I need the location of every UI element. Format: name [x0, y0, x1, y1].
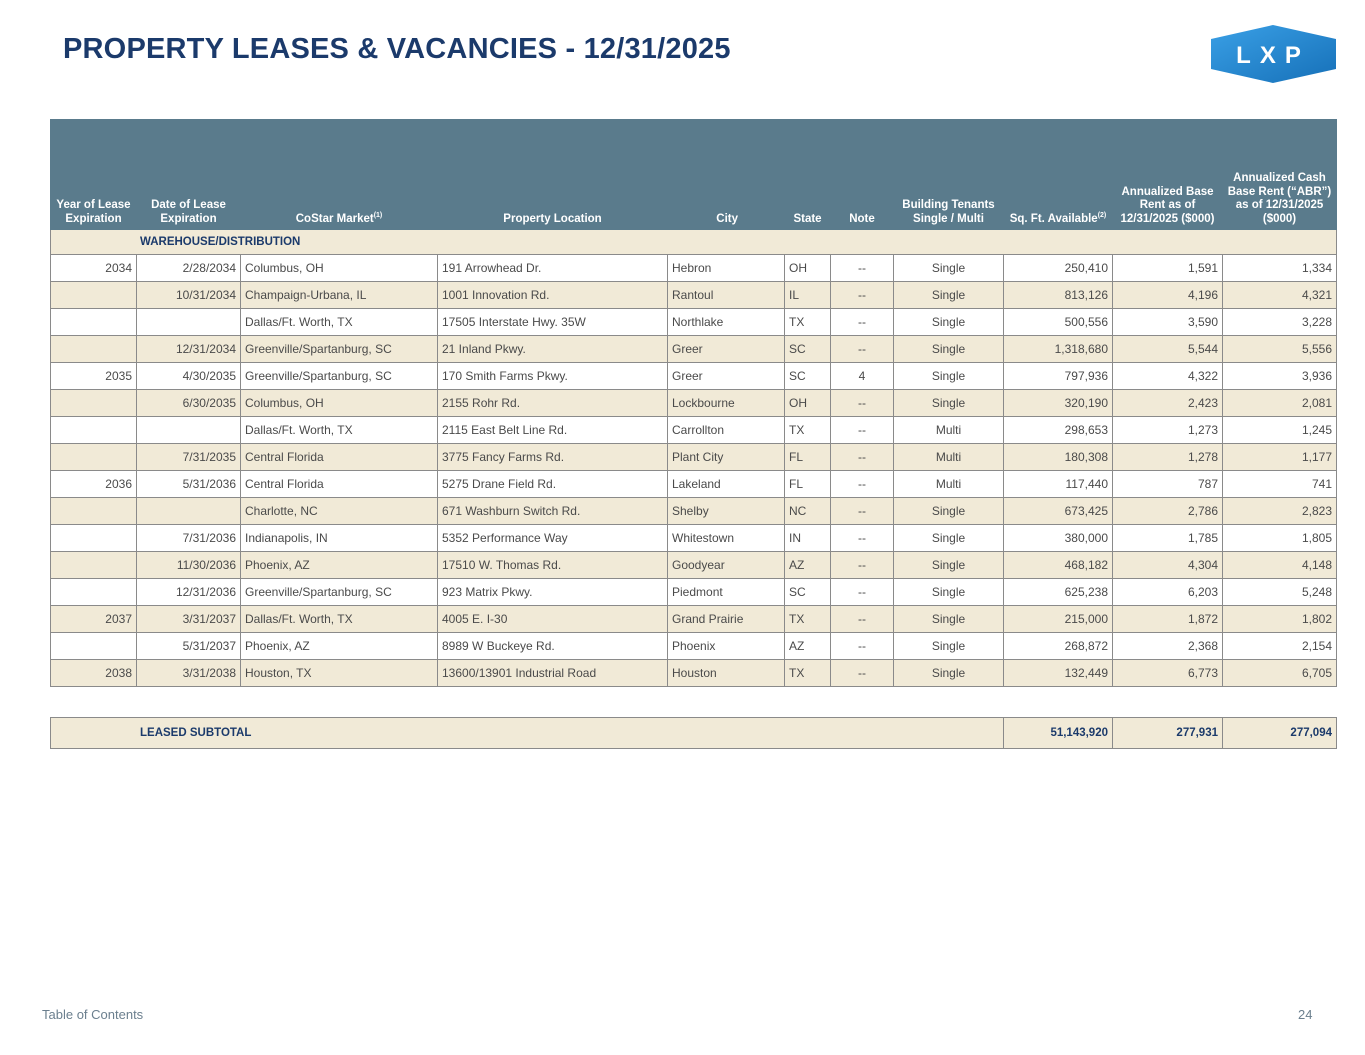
cell-date: 5/31/2037: [137, 633, 241, 660]
header-note: Note: [831, 120, 894, 230]
cell-sqft: 500,556: [1004, 309, 1113, 336]
cell-date: 12/31/2034: [137, 336, 241, 363]
cell-sqft: 380,000: [1004, 525, 1113, 552]
cell-year: 2036: [51, 471, 137, 498]
cell-market: Greenville/Spartanburg, SC: [241, 579, 438, 606]
cell-note: --: [831, 525, 894, 552]
cell-market: Columbus, OH: [241, 390, 438, 417]
cell-note: --: [831, 552, 894, 579]
subtotal-row: [51, 718, 1337, 749]
cell-abr: 6,773: [1113, 660, 1223, 687]
cell-city: Northlake: [668, 309, 785, 336]
cell-note: --: [831, 498, 894, 525]
cell-abr: 4,322: [1113, 363, 1223, 390]
cell-note: --: [831, 471, 894, 498]
cell-year: [51, 525, 137, 552]
cell-date: 5/31/2036: [137, 471, 241, 498]
table-row: [51, 282, 1337, 309]
cell-year: 2034: [51, 255, 137, 282]
cell-location: 2115 East Belt Line Rd.: [438, 417, 668, 444]
cell-location: 1001 Innovation Rd.: [438, 282, 668, 309]
cell-sqft: 250,410: [1004, 255, 1113, 282]
cell-abr: 4,304: [1113, 552, 1223, 579]
table-row: [51, 525, 1337, 552]
cell-abr: 1,591: [1113, 255, 1223, 282]
cell-date: 3/31/2038: [137, 660, 241, 687]
cell-city: Carrollton: [668, 417, 785, 444]
cell-date: [137, 309, 241, 336]
cell-date: 7/31/2036: [137, 525, 241, 552]
cell-year: [51, 444, 137, 471]
table-row: [51, 444, 1337, 471]
cell-cash-abr: 5,248: [1223, 579, 1337, 606]
cell-city: Grand Prairie: [668, 606, 785, 633]
cell-cash-abr: 1,334: [1223, 255, 1337, 282]
subtotal-cash-abr: 277,094: [1223, 718, 1337, 749]
cell-year: 2035: [51, 363, 137, 390]
cell-date: 6/30/2035: [137, 390, 241, 417]
cell-tenants: Single: [894, 552, 1004, 579]
cell-location: 923 Matrix Pkwy.: [438, 579, 668, 606]
cell-tenants: Single: [894, 363, 1004, 390]
cell-note: --: [831, 417, 894, 444]
page-title: PROPERTY LEASES & VACANCIES - 12/31/2025: [63, 33, 731, 65]
cell-city: Greer: [668, 363, 785, 390]
cell-city: Greer: [668, 336, 785, 363]
cell-sqft: 625,238: [1004, 579, 1113, 606]
cell-location: 17505 Interstate Hwy. 35W: [438, 309, 668, 336]
cell-date: 2/28/2034: [137, 255, 241, 282]
cell-city: Lakeland: [668, 471, 785, 498]
cell-cash-abr: 3,228: [1223, 309, 1337, 336]
header-sqft: Sq. Ft. Available$^{(2)}$: [1004, 120, 1113, 230]
cell-tenants: Single: [894, 390, 1004, 417]
table-row: [51, 633, 1337, 660]
cell-abr: 1,278: [1113, 444, 1223, 471]
cell-year: [51, 390, 137, 417]
cell-market: Central Florida: [241, 471, 438, 498]
cell-state: TX: [785, 606, 831, 633]
cell-cash-abr: 1,245: [1223, 417, 1337, 444]
cell-sqft: 673,425: [1004, 498, 1113, 525]
cell-date: 4/30/2035: [137, 363, 241, 390]
cell-state: IN: [785, 525, 831, 552]
cell-market: Columbus, OH: [241, 255, 438, 282]
cell-sqft: 797,936: [1004, 363, 1113, 390]
cell-location: 170 Smith Farms Pkwy.: [438, 363, 668, 390]
cell-tenants: Single: [894, 336, 1004, 363]
table-row: [51, 363, 1337, 390]
market-footnote: (1): [373, 211, 383, 219]
cell-city: Piedmont: [668, 579, 785, 606]
cell-note: --: [831, 282, 894, 309]
table-row: [51, 552, 1337, 579]
table-row: [51, 660, 1337, 687]
cell-tenants: Multi: [894, 471, 1004, 498]
cell-tenants: Multi: [894, 417, 1004, 444]
cell-market: Greenville/Spartanburg, SC: [241, 363, 438, 390]
cell-year: [51, 633, 137, 660]
cell-abr: 1,785: [1113, 525, 1223, 552]
cell-city: Phoenix: [668, 633, 785, 660]
cell-city: Plant City: [668, 444, 785, 471]
table-row: [51, 309, 1337, 336]
cell-note: --: [831, 390, 894, 417]
table-row: [51, 471, 1337, 498]
cell-abr: 5,544: [1113, 336, 1223, 363]
cell-location: 2155 Rohr Rd.: [438, 390, 668, 417]
cell-year: [51, 552, 137, 579]
cell-note: --: [831, 606, 894, 633]
cell-market: Dallas/Ft. Worth, TX: [241, 606, 438, 633]
cell-state: SC: [785, 336, 831, 363]
cell-note: --: [831, 660, 894, 687]
cell-city: Hebron: [668, 255, 785, 282]
cell-cash-abr: 1,177: [1223, 444, 1337, 471]
cell-state: TX: [785, 660, 831, 687]
subtotal-abr: 277,931: [1113, 718, 1223, 749]
cell-location: 671 Washburn Switch Rd.: [438, 498, 668, 525]
cell-abr: 787: [1113, 471, 1223, 498]
header-year: Year of Lease Expiration: [51, 120, 137, 230]
cell-market: Central Florida: [241, 444, 438, 471]
cell-market: Indianapolis, IN: [241, 525, 438, 552]
cell-abr: 3,590: [1113, 309, 1223, 336]
cell-sqft: 215,000: [1004, 606, 1113, 633]
cell-cash-abr: 1,805: [1223, 525, 1337, 552]
cell-cash-abr: 1,802: [1223, 606, 1337, 633]
cell-market: Greenville/Spartanburg, SC: [241, 336, 438, 363]
cell-state: SC: [785, 363, 831, 390]
cell-location: 3775 Fancy Farms Rd.: [438, 444, 668, 471]
cell-year: [51, 579, 137, 606]
cell-cash-abr: 4,321: [1223, 282, 1337, 309]
subtotal-label: LEASED SUBTOTAL: [51, 718, 1004, 749]
cell-state: FL: [785, 471, 831, 498]
table-row: [51, 390, 1337, 417]
subtotal-sqft: 51,143,920: [1004, 718, 1113, 749]
cell-market: Charlotte, NC: [241, 498, 438, 525]
cell-cash-abr: 3,936: [1223, 363, 1337, 390]
cell-date: 7/31/2035: [137, 444, 241, 471]
cell-year: [51, 336, 137, 363]
cell-location: 21 Inland Pkwy.: [438, 336, 668, 363]
cell-sqft: 468,182: [1004, 552, 1113, 579]
cell-state: AZ: [785, 552, 831, 579]
cell-date: 10/31/2034: [137, 282, 241, 309]
cell-city: Houston: [668, 660, 785, 687]
cell-state: FL: [785, 444, 831, 471]
cell-note: --: [831, 336, 894, 363]
cell-date: [137, 417, 241, 444]
cell-cash-abr: 6,705: [1223, 660, 1337, 687]
cell-note: --: [831, 633, 894, 660]
logo-text: LXP: [1236, 42, 1310, 69]
cell-city: Rantoul: [668, 282, 785, 309]
cell-year: 2037: [51, 606, 137, 633]
cell-tenants: Single: [894, 309, 1004, 336]
cell-market: Dallas/Ft. Worth, TX: [241, 309, 438, 336]
cell-sqft: 268,872: [1004, 633, 1113, 660]
cell-cash-abr: 2,823: [1223, 498, 1337, 525]
table-row: [51, 498, 1337, 525]
table-row: [51, 579, 1337, 606]
cell-location: 5275 Drane Field Rd.: [438, 471, 668, 498]
cell-sqft: 298,653: [1004, 417, 1113, 444]
header-date: Date of Lease Expiration: [137, 120, 241, 230]
cell-year: [51, 309, 137, 336]
cell-tenants: Single: [894, 606, 1004, 633]
cell-market: Champaign-Urbana, IL: [241, 282, 438, 309]
table-row: [51, 336, 1337, 363]
cell-state: OH: [785, 390, 831, 417]
cell-sqft: 1,318,680: [1004, 336, 1113, 363]
cell-city: Whitestown: [668, 525, 785, 552]
cell-tenants: Single: [894, 498, 1004, 525]
cell-tenants: Single: [894, 282, 1004, 309]
table-header-row: [51, 120, 1337, 230]
cell-abr: 2,423: [1113, 390, 1223, 417]
cell-note: 4: [831, 363, 894, 390]
cell-note: --: [831, 309, 894, 336]
section-label: WAREHOUSE/DISTRIBUTION: [51, 230, 1337, 255]
cell-abr: 2,786: [1113, 498, 1223, 525]
cell-location: 191 Arrowhead Dr.: [438, 255, 668, 282]
cell-year: [51, 282, 137, 309]
cell-abr: 6,203: [1113, 579, 1223, 606]
cell-state: TX: [785, 417, 831, 444]
cell-state: AZ: [785, 633, 831, 660]
cell-cash-abr: 5,556: [1223, 336, 1337, 363]
header-city: City: [668, 120, 785, 230]
cell-abr: 4,196: [1113, 282, 1223, 309]
table-of-contents-link[interactable]: Table of Contents: [42, 1007, 144, 1022]
header-abr: Annualized Base Rent as of 12/31/2025 ($000): [1113, 120, 1223, 230]
cell-sqft: 320,190: [1004, 390, 1113, 417]
table-row: [51, 417, 1337, 444]
cell-state: SC: [785, 579, 831, 606]
cell-location: 5352 Performance Way: [438, 525, 668, 552]
cell-market: Phoenix, AZ: [241, 633, 438, 660]
cell-date: [137, 498, 241, 525]
sqft-footnote: (2): [1097, 211, 1107, 219]
table-row: [51, 255, 1337, 282]
cell-state: OH: [785, 255, 831, 282]
cell-location: 4005 E. I-30: [438, 606, 668, 633]
cell-note: --: [831, 579, 894, 606]
cell-note: --: [831, 255, 894, 282]
cell-state: NC: [785, 498, 831, 525]
cell-market: Houston, TX: [241, 660, 438, 687]
cell-note: --: [831, 444, 894, 471]
cell-year: 2038: [51, 660, 137, 687]
cell-location: 8989 W Buckeye Rd.: [438, 633, 668, 660]
header-state: State: [785, 120, 831, 230]
header-market: CoStar Market$^{(1)}$: [241, 120, 438, 230]
cell-market: Dallas/Ft. Worth, TX: [241, 417, 438, 444]
cell-abr: 2,368: [1113, 633, 1223, 660]
cell-sqft: 180,308: [1004, 444, 1113, 471]
cell-sqft: 813,126: [1004, 282, 1113, 309]
cell-cash-abr: 4,148: [1223, 552, 1337, 579]
cell-abr: 1,872: [1113, 606, 1223, 633]
cell-cash-abr: 2,154: [1223, 633, 1337, 660]
cell-city: Lockbourne: [668, 390, 785, 417]
cell-tenants: Single: [894, 579, 1004, 606]
cell-tenants: Multi: [894, 444, 1004, 471]
cell-state: TX: [785, 309, 831, 336]
cell-tenants: Single: [894, 255, 1004, 282]
lxp-logo-icon: [1211, 25, 1336, 83]
cell-tenants: Single: [894, 525, 1004, 552]
page-number: 24: [1298, 1007, 1313, 1022]
cell-year: [51, 417, 137, 444]
subtotal-table: [50, 717, 1337, 749]
cell-abr: 1,273: [1113, 417, 1223, 444]
cell-sqft: 132,449: [1004, 660, 1113, 687]
cell-tenants: Single: [894, 660, 1004, 687]
cell-city: Shelby: [668, 498, 785, 525]
cell-cash-abr: 2,081: [1223, 390, 1337, 417]
cell-cash-abr: 741: [1223, 471, 1337, 498]
cell-sqft: 117,440: [1004, 471, 1113, 498]
cell-date: 12/31/2036: [137, 579, 241, 606]
cell-market: Phoenix, AZ: [241, 552, 438, 579]
header-cash-abr: Annualized Cash Base Rent (“ABR”) as of 12/31/2025 ($000): [1223, 120, 1337, 230]
cell-city: Goodyear: [668, 552, 785, 579]
cell-year: [51, 498, 137, 525]
cell-state: IL: [785, 282, 831, 309]
cell-date: 11/30/2036: [137, 552, 241, 579]
cell-tenants: Single: [894, 633, 1004, 660]
leases-table: [50, 119, 1337, 687]
lxp-logo: [1211, 25, 1336, 83]
cell-date: 3/31/2037: [137, 606, 241, 633]
header-location: Property Location: [438, 120, 668, 230]
cell-location: 17510 W. Thomas Rd.: [438, 552, 668, 579]
section-row: [51, 230, 1337, 255]
table-row: [51, 606, 1337, 633]
cell-location: 13600/13901 Industrial Road: [438, 660, 668, 687]
header-tenants: Building Tenants Single / Multi: [894, 120, 1004, 230]
